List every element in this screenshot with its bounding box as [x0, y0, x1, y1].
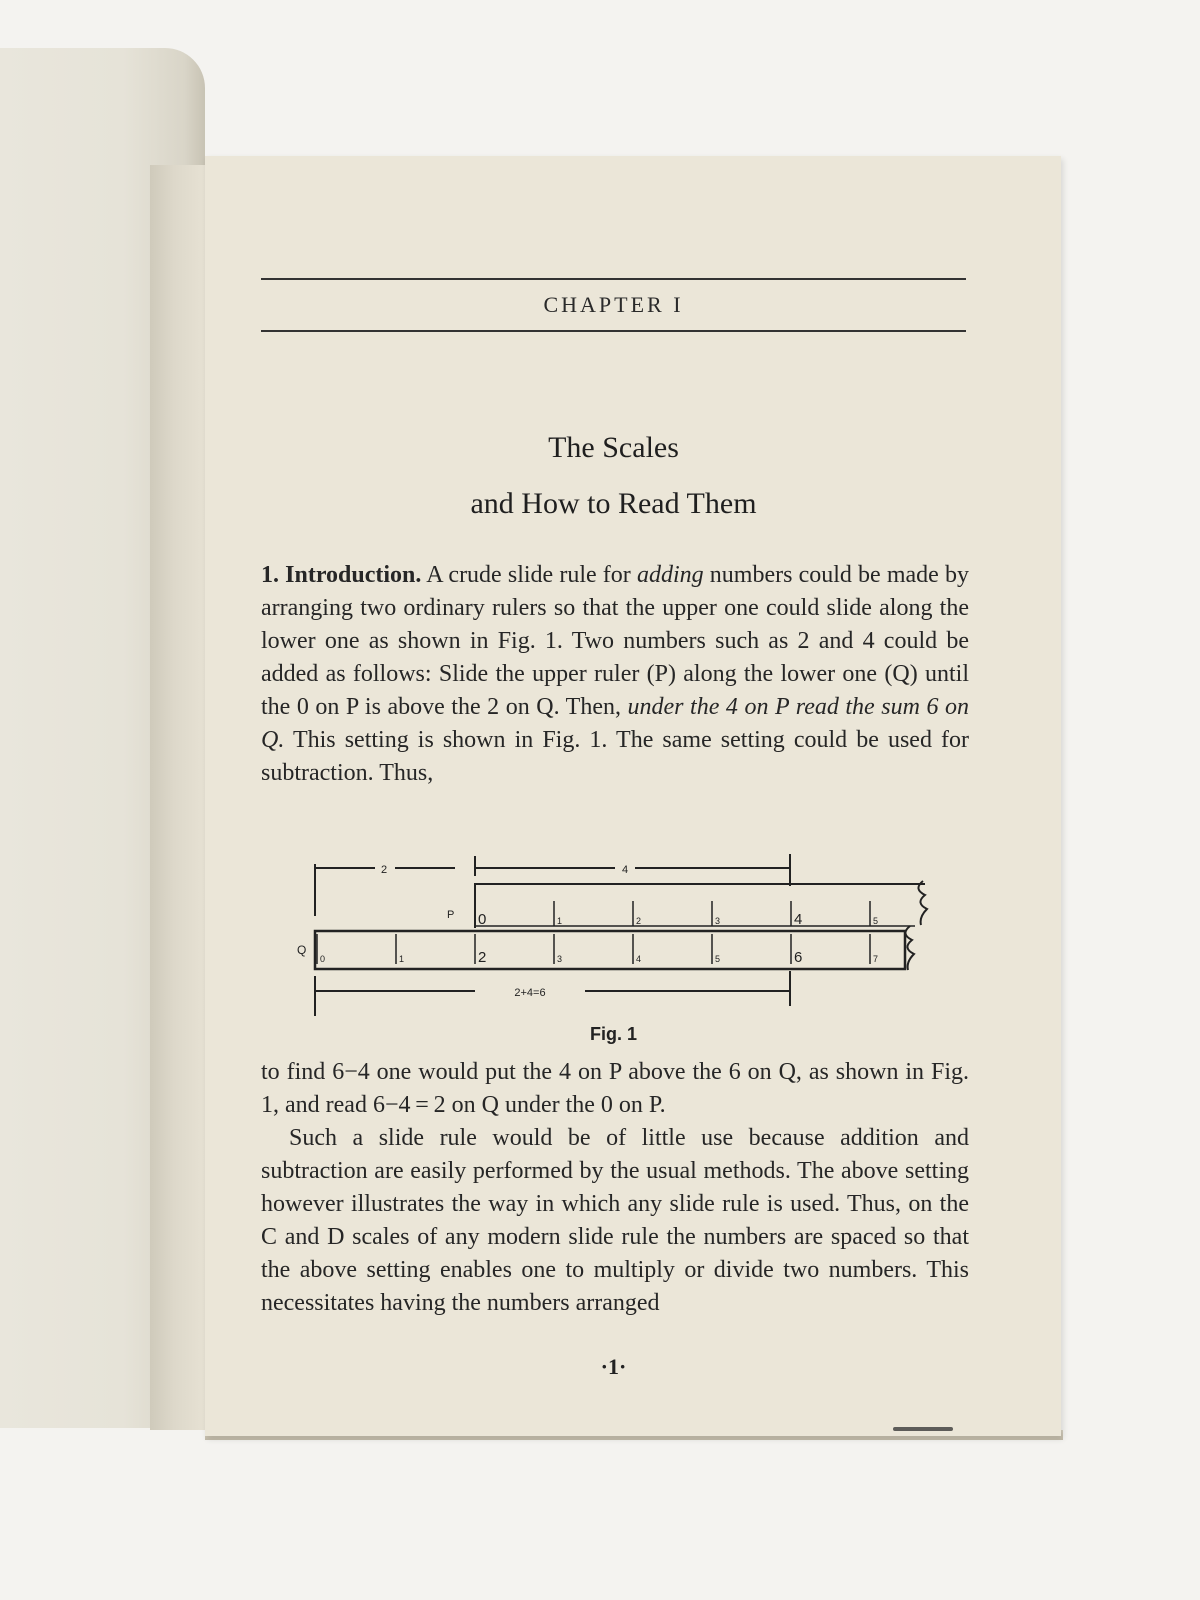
q-scale-tick-label: 7 [873, 954, 879, 964]
book-gutter [150, 165, 210, 1430]
slide-rule-diagram [295, 846, 935, 1036]
p-scale-tick-label: 3 [715, 916, 721, 926]
para1-run: This setting is shown in Fig. 1. The same setting could be used for subtraction. Thus, [261, 727, 969, 786]
q-scale-tick-label: 3 [557, 954, 563, 964]
figure-caption: Fig. 1 [589, 1024, 637, 1044]
page-smudge [893, 1427, 953, 1431]
dim-label-4: 4 [621, 864, 629, 876]
para1-emphasis-rule: under the 4 on P read the sum 6 on Q. [261, 694, 969, 753]
intro-paragraph [261, 559, 969, 790]
p-ruler-outline [475, 884, 925, 928]
q-scale-tick-label: 6 [794, 949, 803, 966]
page-number: ·1· [600, 1354, 627, 1379]
q-scale-tick-label: 5 [715, 954, 721, 964]
continuation-paragraph [261, 1056, 969, 1320]
q-ruler-break [905, 926, 914, 970]
q-scale-tick-label: 1 [399, 954, 405, 964]
p-label: P [447, 909, 455, 921]
para1-run: A crude slide rule for [421, 562, 637, 588]
p-scale-tick-label: 2 [636, 916, 642, 926]
top-rule [261, 278, 966, 280]
para1-emphasis-adding: adding [636, 562, 704, 588]
p-scale-tick-label: 5 [873, 916, 879, 926]
p-scale-tick-label: 0 [478, 911, 487, 928]
para-slide-rule-use: Such a slide rule would be of little use because addition and subtraction are easily performed by the usual methods. The above setting however illustrates the way in which any slide rule is used. Thus, on the C and D scales of any modern slide rule the numbers are spaced so that the above setting enables one to multiply or divide two numbers. This necessitates having the numbers arranged [261, 1125, 969, 1316]
q-scale-tick-label: 4 [636, 954, 642, 964]
chapter-rule [261, 330, 966, 332]
p-scale-tick-label: 1 [557, 916, 563, 926]
section-heading: 1. Introduction. [261, 562, 422, 588]
chapter-label: CHAPTER I [543, 292, 684, 317]
figure-1 [295, 846, 935, 1036]
p-scale [475, 901, 878, 928]
para1-run: numbers could be made by arranging two ordinary rulers so that the upper one could slide along the lower one as shown in Fig. 1. Two numbers such as 2 and 4 could be added as follows: Slide the upper ruler (P) along the lower one (Q) until the 0 on P is above the 2 on Q. Then, [261, 562, 969, 720]
p-ruler-break [918, 881, 927, 925]
q-scale-tick-label: 0 [320, 954, 326, 964]
q-label: Q [297, 943, 307, 957]
book-page [205, 156, 1061, 1436]
chapter-title-line2: and How to Read Them [470, 487, 757, 520]
q-scale-tick-label: 2 [478, 949, 487, 966]
chapter-title-line1: The Scales [548, 431, 679, 464]
para-subtraction: to find 6−4 one would put the 4 on P above the 6 on Q, as shown in Fig. 1, and read 6−4 = 2 on Q under the 0 on P. [261, 1059, 969, 1118]
dim-label-sum: 2+4=6 [514, 987, 546, 999]
p-scale-tick-label: 4 [794, 911, 803, 928]
dim-label-2: 2 [380, 864, 388, 876]
q-scale [317, 934, 878, 966]
